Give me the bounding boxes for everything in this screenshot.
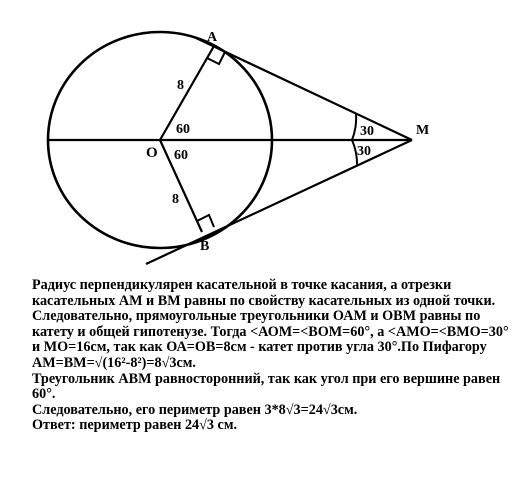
- point-label-o: O: [146, 145, 158, 161]
- point-label-m: M: [416, 123, 430, 138]
- angle-label-amo: 30: [360, 124, 374, 139]
- solution-text: [32, 278, 512, 434]
- angle-label-bom: 60: [174, 148, 188, 163]
- length-label-oa: 8: [177, 78, 184, 93]
- length-label-ob: 8: [172, 192, 179, 207]
- angle-label-bmo: 30: [357, 144, 371, 159]
- tangent-line-am: [196, 38, 412, 140]
- solution-paragraph: Следовательно, его периметр равен 3*8√3=24√3см.: [32, 401, 358, 418]
- solution-paragraph: Треугольник АВМ равносторонний, так как угол при его вершине равен 60°.: [32, 370, 501, 403]
- point-label-a: A: [207, 30, 218, 45]
- angle-arc-amo: [352, 114, 356, 140]
- angle-label-aom: 60: [176, 122, 190, 137]
- point-label-b: B: [200, 239, 210, 254]
- solution-paragraph: Радиус перпендикулярен касательной в точке касания, а отрезки касательных АМ и ВМ равны по свойству касательных из одной точки. Следовательно, прямоугольные треугольники ОАМ и ОВМ равны по катету и общей гипотенузе. Тогда <АОМ=<ВОМ=60°, а <АМО=<ВМО=30° и МО=16см, так как ОА=ОВ=8см - катет против угла 30°.По Пифагору АМ=ВМ=√(16²-8²)=8√3см.: [32, 277, 509, 371]
- answer-line: Ответ: периметр равен 24√3 см.: [32, 417, 238, 434]
